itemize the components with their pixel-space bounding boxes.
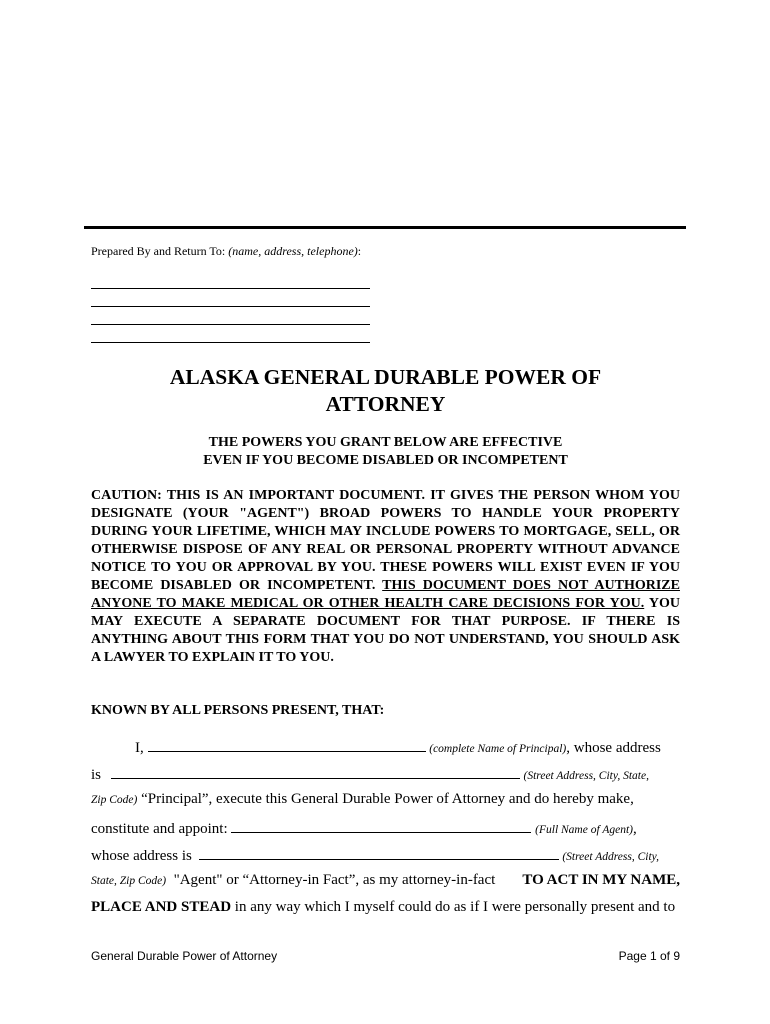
prepared-blank-line-1[interactable]: [91, 288, 370, 289]
agent-name-field[interactable]: [231, 818, 531, 833]
document-title: [91, 364, 680, 418]
comma-text: ,: [632, 821, 637, 837]
prepared-blank-line-4[interactable]: [91, 342, 370, 343]
principal-name-field[interactable]: [148, 737, 426, 752]
prepared-hint: (name, address, telephone): [228, 244, 358, 258]
footer-document-name: General Durable Power of Attorney: [91, 949, 278, 963]
agent-name-hint: (Full Name of Agent): [535, 824, 633, 836]
prepared-blank-line-2[interactable]: [91, 306, 370, 307]
whose-address-text: , whose address: [566, 740, 661, 756]
principal-line: [91, 737, 680, 757]
agent-address-hint: (Street Address, City,: [562, 851, 660, 863]
principal-declaration-line: [91, 791, 680, 808]
caution-paragraph: [91, 487, 680, 667]
act-in-my-name-text: TO ACT IN MY NAME,: [522, 872, 680, 888]
agent-zip-hint: State, Zip Code): [91, 875, 167, 887]
principal-declaration-text: “Principal”, execute this General Durable Power of Attorney and do hereby make,: [137, 791, 634, 807]
place-stead-text: in any way which I myself could do as if I were personally present and to: [231, 899, 676, 915]
title-line-1: ALASKA GENERAL DURABLE POWER OF: [169, 365, 602, 389]
whose-address-is-text: whose address is: [91, 848, 192, 864]
caution-text-1: CAUTION: THIS IS AN IMPORTANT DOCUMENT. IT GIVES THE PERSON WHOM YOU DESIGNATE (YOUR "AGENT") BROAD POWERS TO HANDLE YOUR PROPERTY DURING YOUR LIFETIME, WHICH MAY INCLUDE POWERS TO MORTGAGE, SELL, OR OTHERWISE DISPOSE OF ANY REAL OR PERSONAL PROPERTY WITHOUT ADVANCE NOTICE TO YOU OR APPROVAL BY YOU. THESE POWERS WILL EXIST EVEN IF YOU BECOME DISABLED OR INCOMPETENT.: [91, 488, 680, 593]
prepared-colon: :: [357, 244, 362, 258]
appoint-line: [91, 818, 680, 838]
principal-name-hint: (complete Name of Principal): [429, 743, 567, 755]
subtitle-line-1: THE POWERS YOU GRANT BELOW ARE EFFECTIVE: [208, 435, 563, 450]
agent-designation-line: [91, 872, 680, 889]
prepared-blank-line-3[interactable]: [91, 324, 370, 325]
header-rule: [84, 226, 686, 229]
agent-address-line: [91, 845, 680, 865]
place-stead-line: [91, 899, 680, 916]
document-subtitle: [91, 434, 680, 470]
prepared-label-text: Prepared By and Return To:: [91, 244, 226, 258]
agent-designation-text: "Agent" or “Attorney-in Fact”, as my attorney-in-fact: [173, 872, 496, 888]
caution-text-2: YOU MAY EXECUTE A SEPARATE DOCUMENT FOR THAT PURPOSE. IF THERE IS ANYTHING ABOUT THIS FORM THAT YOU DO NOT UNDERSTAND, YOU SHOULD ASK A LAWYER TO EXPLAIN IT TO YOU.: [91, 596, 680, 665]
prepared-by-label: [91, 244, 361, 259]
is-text: is: [91, 767, 102, 783]
agent-address-field[interactable]: [199, 845, 559, 860]
subtitle-line-2: EVEN IF YOU BECOME DISABLED OR INCOMPETENT: [203, 453, 568, 468]
footer-page-number: Page 1 of 9: [618, 949, 680, 963]
principal-zip-hint: Zip Code): [91, 794, 138, 806]
i-text: I,: [135, 740, 144, 756]
place-and-stead-text: PLACE AND STEAD: [91, 899, 232, 915]
title-line-2: ATTORNEY: [325, 392, 446, 416]
constitute-text: constitute and appoint:: [91, 821, 228, 837]
known-heading: KNOWN BY ALL PERSONS PRESENT, THAT:: [91, 703, 385, 718]
caution-underlined-text: THIS DOCUMENT DOES NOT AUTHORIZE ANYONE TO MAKE MEDICAL OR OTHER HEALTH CARE DECISIONS FOR YOU.: [91, 578, 680, 611]
principal-address-line: [91, 764, 680, 784]
principal-address-hint: (Street Address, City, State,: [523, 770, 649, 782]
principal-address-field[interactable]: [111, 764, 520, 779]
